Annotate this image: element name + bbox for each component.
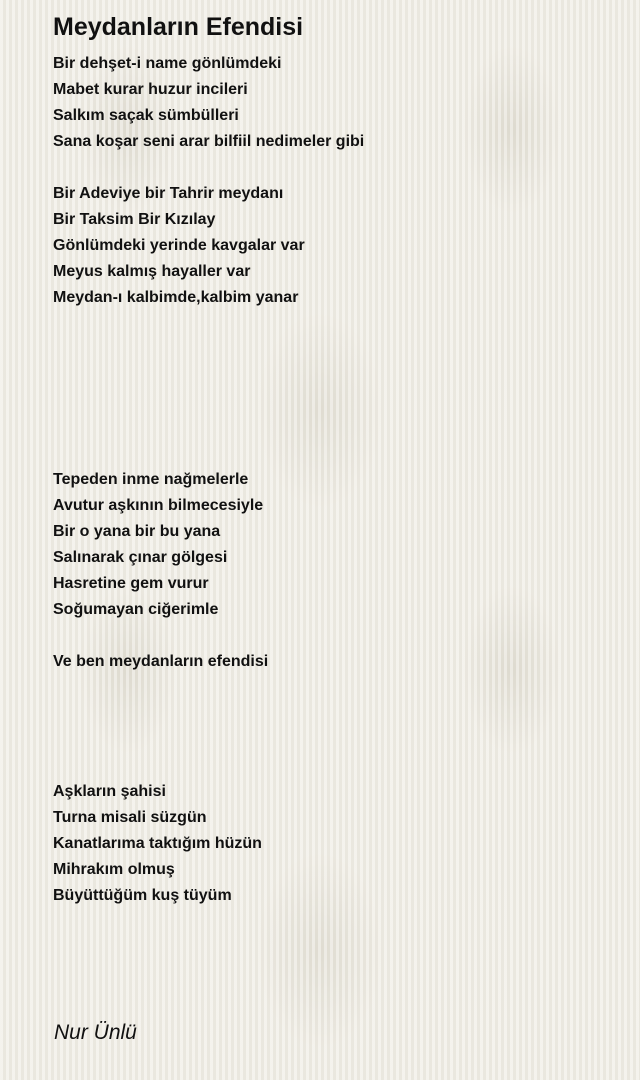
poem-line: Bir o yana bir bu yana bbox=[53, 523, 221, 540]
poem-line: Salınarak çınar gölgesi bbox=[53, 549, 228, 566]
stanza-gap bbox=[53, 701, 364, 727]
stanza-gap bbox=[53, 441, 364, 467]
poem-body bbox=[53, 51, 364, 909]
poem-line: Büyüttüğüm kuş tüyüm bbox=[53, 887, 232, 904]
stanza-gap bbox=[53, 623, 364, 649]
poem-line: Mihrakım olmuş bbox=[53, 861, 175, 878]
poem-line: Soğumayan ciğerimle bbox=[53, 601, 219, 618]
poem-line: Salkım saçak sümbülleri bbox=[53, 107, 239, 124]
stanza-gap bbox=[53, 155, 364, 181]
poem-line: Sana koşar seni arar bilfiil nedimeler gibi bbox=[53, 133, 365, 150]
poem-line: Avutur aşkının bilmecesiyle bbox=[53, 497, 264, 514]
poem-author: Nur Ünlü bbox=[54, 1021, 137, 1044]
poem-line: Aşkların şahisi bbox=[53, 783, 166, 800]
stanza-gap bbox=[53, 727, 364, 753]
poem-line: Kanatlarıma taktığım hüzün bbox=[53, 835, 262, 852]
stanza-gap bbox=[53, 389, 364, 415]
poem-line: Bir dehşet-i name gönlümdeki bbox=[53, 55, 282, 72]
stanza-gap bbox=[53, 753, 364, 779]
poem-line: Turna misali süzgün bbox=[53, 809, 207, 826]
poem-line: Meyus kalmış hayaller var bbox=[53, 263, 251, 280]
poem-line: Bir Taksim Bir Kızılay bbox=[53, 211, 216, 228]
poem-line: Gönlümdeki yerinde kavgalar var bbox=[53, 237, 305, 254]
stanza-gap bbox=[53, 675, 364, 701]
stanza-gap bbox=[53, 337, 364, 363]
poem-line: Tepeden inme nağmelerle bbox=[53, 471, 249, 488]
stanza-gap bbox=[53, 311, 364, 337]
stanza-gap bbox=[53, 363, 364, 389]
poem-line: Bir Adeviye bir Tahrir meydanı bbox=[53, 185, 284, 202]
poem-title: Meydanların Efendisi bbox=[53, 13, 304, 41]
poem-line: Meydan-ı kalbimde,kalbim yanar bbox=[53, 289, 299, 306]
poem-line: Ve ben meydanların efendisi bbox=[53, 653, 269, 670]
stanza-gap bbox=[53, 415, 364, 441]
poem-line: Hasretine gem vurur bbox=[53, 575, 209, 592]
poem-line: Mabet kurar huzur incileri bbox=[53, 81, 248, 98]
